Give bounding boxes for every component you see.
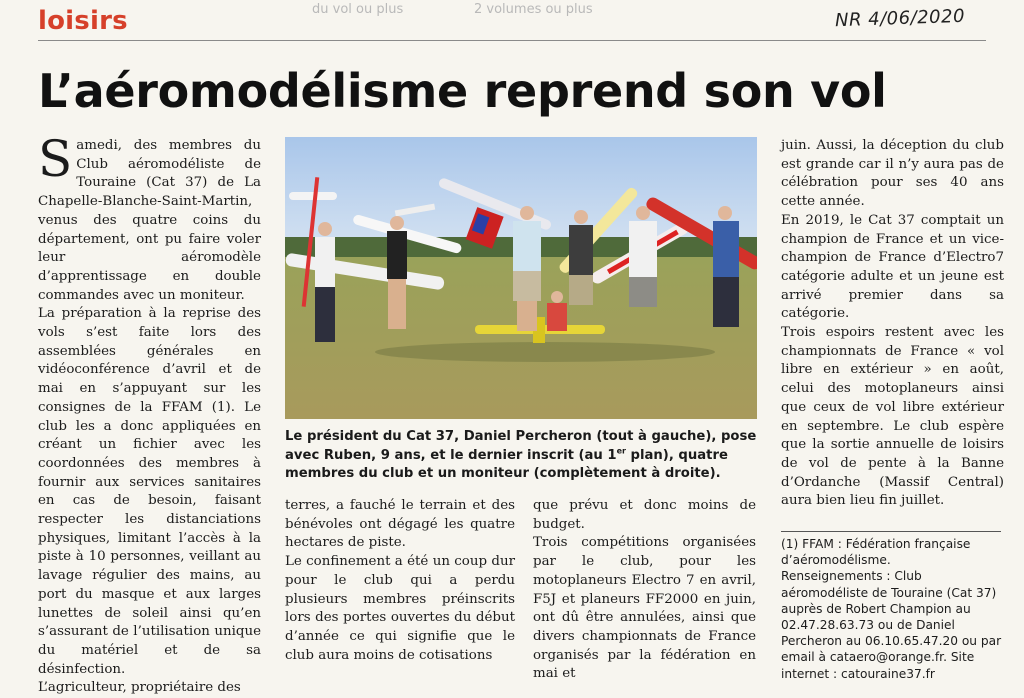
handwritten-date: NR 4/06/2020 xyxy=(834,5,966,32)
caption-text: Le président du Cat 37, Daniel Percheron (tout à gauche), pose avec Ruben, 9 ans, et le dernier inscrit (au 1 xyxy=(285,429,757,463)
person xyxy=(387,216,407,329)
bleed-through-text: 2 volumes ou plus xyxy=(474,2,593,17)
caption-superscript: er xyxy=(616,446,626,456)
section-rubric: loisirs xyxy=(38,6,128,36)
article-photo xyxy=(285,137,757,419)
article-column-1 xyxy=(38,130,261,698)
person xyxy=(713,206,739,327)
person xyxy=(513,206,541,331)
paragraph xyxy=(38,130,261,305)
article-column-3 xyxy=(533,497,756,684)
paragraph: La préparation à la reprise des vols s’est faite lors des assemblées générales en vidéoconférence d’avril et de mai en s’appuyant sur les consignes de la FFAM (1). Le club les a donc appliquées en créant un fichier avec les coordonnées des membres à fournir aux services sanitaires en cas de besoin, faisant respecter les distanciations physiques, limitant l’accès à la piste à 10 personnes, veillant au lavage régulier des mains, au port du masque et aux larges lunettes de soleil ainsi qu’en s’assurant de l’utilisation unique du matériel et de sa désinfection. xyxy=(38,306,261,677)
caption-text: plan), quatre membres du club et un moniteur (complètement à droite). xyxy=(285,447,728,481)
bleed-through-text: du vol ou plus xyxy=(312,2,404,17)
paragraph: que prévu et donc moins de budget. xyxy=(533,498,756,532)
photo-caption xyxy=(285,428,757,484)
article-column-4 xyxy=(781,137,1004,511)
article-column-2 xyxy=(285,497,515,665)
notes-divider xyxy=(781,531,1001,532)
contact-info: Renseignements : Club aéromodéliste de Touraine (Cat 37) auprès de Robert Champion au 02.47.28.63.73 ou de Daniel Percheron au 06.10.65.47.20 ou par email à cataero@orange.fr. Site internet : catouraine37.fr xyxy=(781,569,1002,681)
photo-illustration xyxy=(285,137,757,419)
drop-cap: S xyxy=(38,130,73,188)
paragraph: Trois compétitions organisées par le club, pour les motoplaneurs Electro 7 en avril, F5J et planeurs FF2000 en juin, ont dû être annulées, ainsi que divers championnats de France organisés par la fédération en mai et xyxy=(533,535,756,682)
footnote: (1) FFAM : Fédération française d’aéromodélisme. xyxy=(781,537,971,568)
paragraph: juin. Aussi, la déception du club est grande car il n’y aura pas de célébration pour ses 40 ans cette année. xyxy=(781,138,1004,210)
person xyxy=(629,206,657,307)
paragraph: terres, a fauché le terrain et des bénévoles ont dégagé les quatre hectares de piste. xyxy=(285,498,515,551)
paragraph: Le confinement a été un coup dur pour le club qui a perdu plusieurs membres préinscrits lors des portes ouvertes du début d’année ce qui signifie que le club aura moins de cotisations xyxy=(285,554,515,663)
article-notes xyxy=(781,536,1003,682)
paragraph: L’agriculteur, propriétaire des xyxy=(38,680,241,696)
paragraph: Trois espoirs restent avec les championnats de France « vol libre en extérieur » en août, celui des motoplaneurs ainsi que ceux de vol libre extérieur en septembre. Le club espère que la sortie annuelle de loisirs de vol de pente à la Banne d’Ordanche (Massif Central) aura bien lieu fin juillet. xyxy=(781,325,1004,509)
person xyxy=(315,222,335,342)
paragraph-text: amedi, des membres du Club aéromodéliste de Touraine (Cat 37) de La Chapelle-Blanche-Saint-Martin, venus des quatre coins du département, ont pu faire voler leur aéromodèle d’apprentissage en double commandes avec un moniteur. xyxy=(38,138,261,303)
header-divider xyxy=(38,40,986,41)
paragraph: En 2019, le Cat 37 comptait un champion de France et un vice-champion de France d’Electro7 catégorie adulte et un jeune est arrivé premier dans sa catégorie. xyxy=(781,212,1004,322)
article-headline: L’aéromodélisme reprend son vol xyxy=(38,64,887,118)
